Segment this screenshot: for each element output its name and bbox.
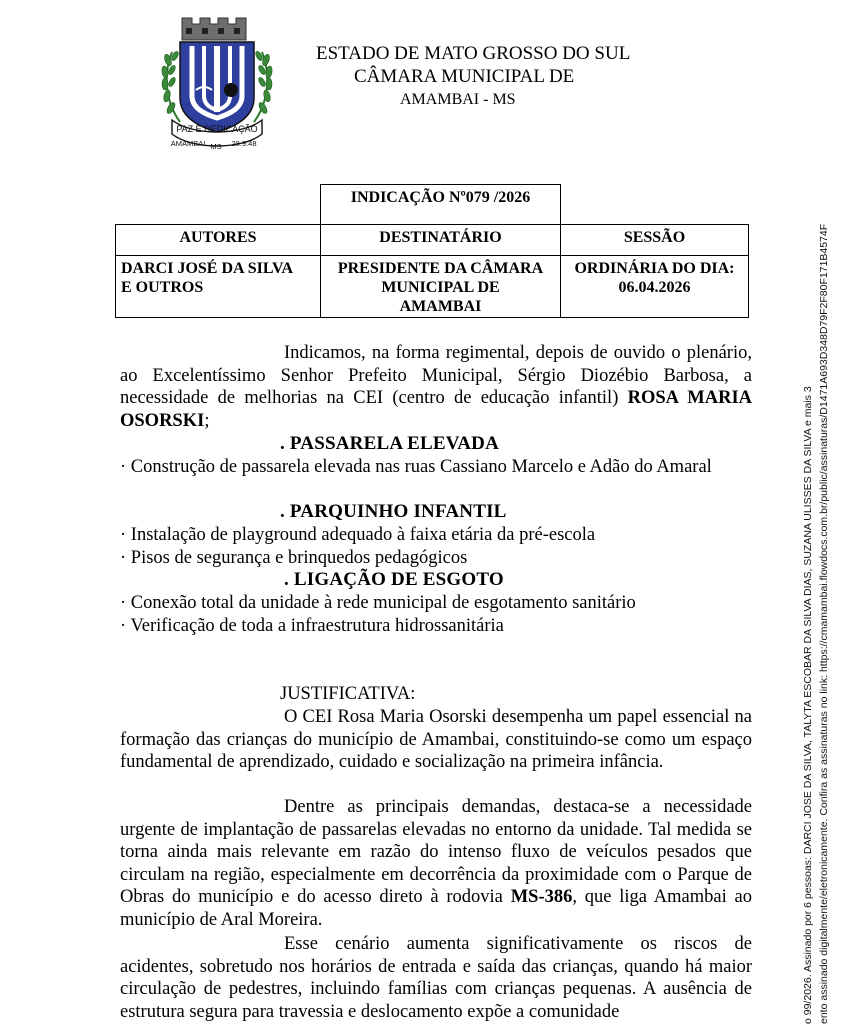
crest-state: MS	[210, 142, 222, 151]
signature-note-line-2: ento assinado digitalmente/eletronicamente. Confira as assinaturas no link: https://cmamambai.flowdocs.com.br/public/assinaturas/D1471A693D348D79F2F80F171B4574F	[818, 223, 830, 1024]
school-name: ROSA MARIA OSORSKI	[120, 388, 753, 431]
header-state: ESTADO DE MATO GROSSO DO SUL	[316, 43, 631, 64]
intro-paragraph: Indicamos, na forma regimental, depois de ouvido o plenário, ao Excelentíssimo Senhor Prefeito Municipal, Sérgio Diozébio Barbosa, a necessidade de melhorias na CEI (centro de educação infantil) ROSA MARIA OSORSKI;	[120, 343, 753, 431]
section-title-sewage: . LIGAÇÃO DE ESGOTO	[284, 569, 504, 590]
col-header-authors: AUTORES	[179, 229, 257, 246]
justification-paragraph-3: Esse cenário aumenta significativamente os riscos de acidentes, sobretudo nos horários de entrada e saída das crianças, quando há maior circulação de pedestres, incluindo famílias com crianças pequenas. A ausência de estrutura segura para travessia e deslocamento expõe a comunidade	[120, 934, 752, 1022]
header-city: AMAMBAI - MS	[400, 91, 516, 108]
section-title-walkway: . PASSARELA ELEVADA	[280, 433, 500, 454]
col-header-recipient: DESTINATÁRIO	[379, 229, 502, 246]
justification-paragraph-1: O CEI Rosa Maria Osorski desempenha um papel essencial na formação das crianças do município de Amambai, constituindo-se como um espaço fundamental de aprendizado, cuidado e socialização na primeira infância.	[120, 707, 752, 772]
indication-number: INDICAÇÃO Nº079 /2026	[350, 189, 531, 206]
indication-table	[115, 184, 749, 318]
crest-city: AMAMBAI	[170, 139, 206, 148]
list-item: · Conexão total da unidade à rede municipal de esgotamento sanitário	[120, 593, 636, 613]
list-item: · Verificação de toda a infraestrutura hidrossanitária	[120, 616, 504, 636]
justification-paragraph-2: Dentre as principais demandas, destaca-se a necessidade urgente de implantação de passarelas elevadas no entorno da unidade. Tal medida se torna ainda mais relevante em razão do intenso fluxo de veículos pesados que circulam na região, especialmente em decorrência da proximidade com o Parque de Obras do município e do acesso direto à rodovia MS-386, que liga Amambai ao município de Aral Moreira.	[120, 797, 752, 930]
crest-motto: PAZ E DEDICAÇÃO	[176, 124, 258, 134]
list-item: · Instalação de playground adequado à faixa etária da pré-escola	[120, 525, 596, 545]
section-title-playground: . PARQUINHO INFANTIL	[280, 501, 507, 522]
authors-cell: DARCI JOSÉ DA SILVA E OUTROS	[121, 260, 294, 296]
signature-note-line-1: o 99/2026. Assinado por 6 pessoas: DARCI JOSE DA SILVA, TALYTA ESCOBAR DA SILVA DIAS, SUZANA ULISSES DA SILVA e mais 3	[802, 386, 814, 1024]
col-header-session: SESSÃO	[623, 229, 686, 246]
list-item: · Construção de passarela elevada nas ruas Cassiano Marcelo e Adão do Amaral	[120, 457, 712, 477]
justification-title: JUSTIFICATIVA:	[280, 684, 416, 704]
session-cell: ORDINÁRIA DO DIA: 06.04.2026	[574, 260, 735, 296]
highway-name: MS-386	[510, 887, 573, 907]
header-chamber: CÂMARA MUNICIPAL DE	[354, 66, 575, 87]
municipal-crest-logo	[158, 12, 276, 152]
list-item: · Pisos de segurança e brinquedos pedagógicos	[120, 548, 468, 568]
recipient-cell: PRESIDENTE DA CÂMARA MUNICIPAL DE AMAMBAI	[337, 260, 544, 315]
crest-date: 28.9.48	[231, 139, 257, 148]
